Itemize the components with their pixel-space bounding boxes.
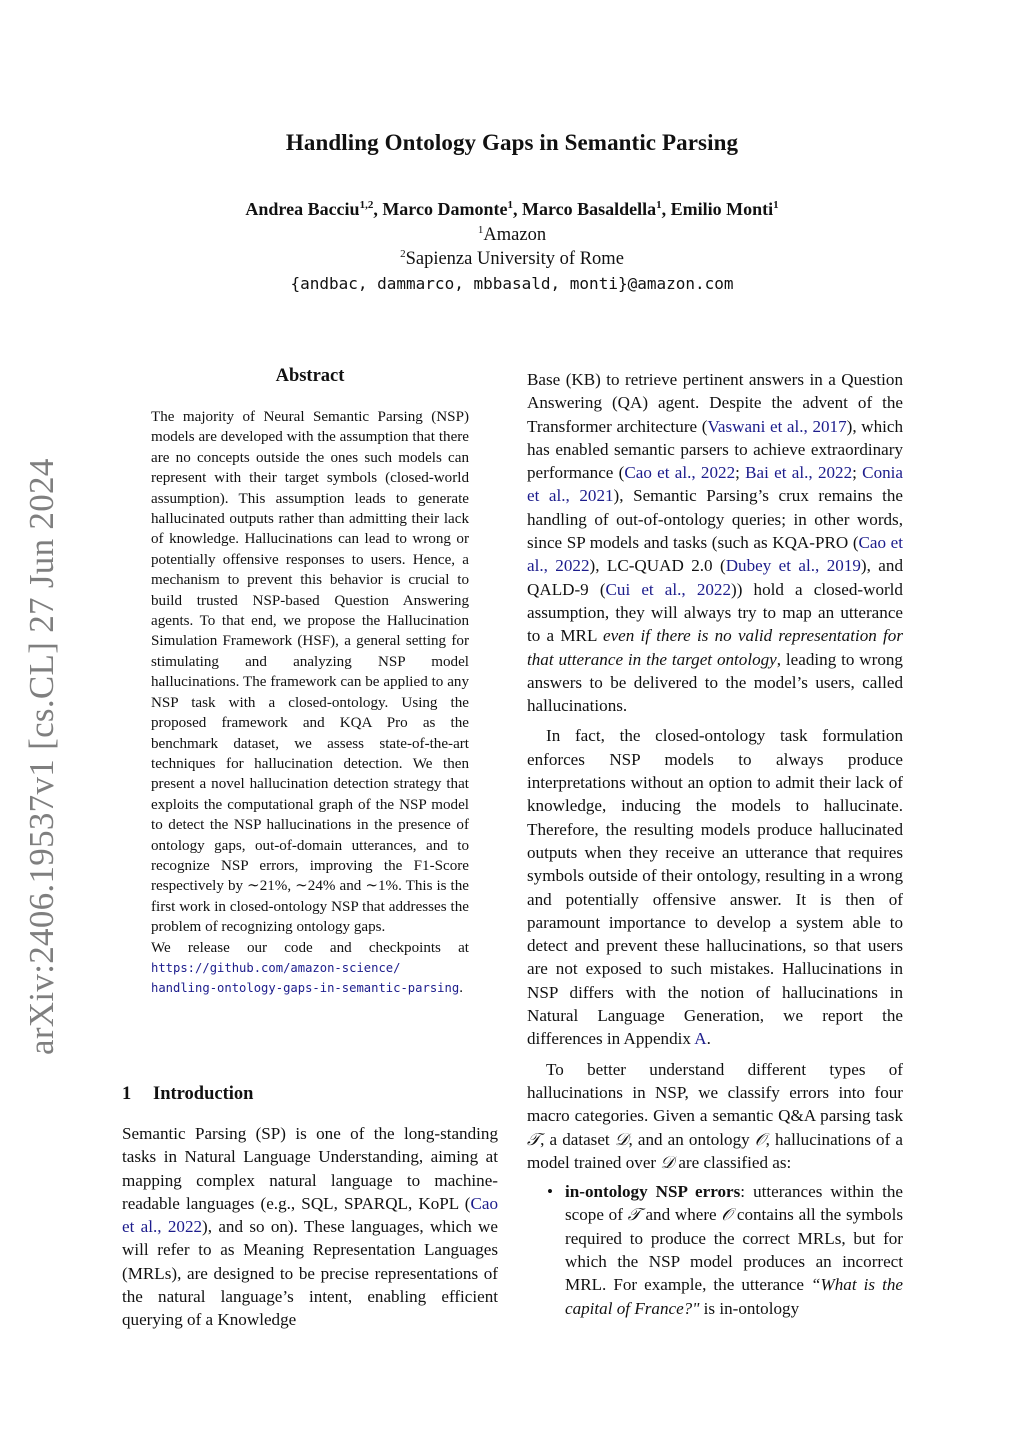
intro-paragraph: To better understand different types of hallucinations in NSP, we classify errors into four macro categories. Given a semantic Q&A parsing task 𝒯, a dataset 𝒟, and an ontology 𝒪, hallucinations of a model trained over 𝒟 are classified as: — [527, 1059, 903, 1172]
citation-link[interactable]: Cao et al., 2022 — [122, 1193, 498, 1237]
abstract-heading: Abstract — [275, 366, 345, 386]
section-title: Introduction — [153, 1084, 254, 1104]
citation-link[interactable]: Conia et al., 2021 — [527, 463, 904, 506]
citation-link[interactable]: Cao et al., 2022 — [527, 533, 903, 576]
code-url[interactable]: https://github.com/amazon-science/ handling-ontology-gaps-in-semantic-parsing — [151, 960, 460, 996]
author: Emilio Monti$^1$ — [670, 199, 779, 219]
author: Marco Damonte$^1$, — [382, 199, 522, 219]
intro-paragraph: In fact, the closed-ontology task formulation enforces NSP models to always produce interpretations without an option to admit their lack of knowledge, inducing the models to hallucinate. Therefore, the resulting models produce hallucinated outputs when they receive an utterance that requires symbols outside of their ontology, resulting in a wrong and potentially offensive answer. It is then of paramount importance to develop a system able to detect and prevent these hallucinations, so that users are not exposed to such mistakes. Hallucinations in NSP differs with the notion of hallucinations in Natural Language Generation, we report the differences in Appendix A. — [527, 726, 903, 1049]
bullet-icon: • — [547, 1182, 553, 1202]
author-list — [0, 199, 1024, 220]
abstract-body — [151, 407, 469, 999]
abstract-code-release: We release our code and checkpoints at https://github.com/amazon-science/ handling-ontology-gaps-in-semantic-parsing. — [151, 939, 469, 997]
citation-link[interactable]: Vaswani et al., 2017 — [707, 416, 847, 436]
author: Andrea Bacciu$^{1,2}$, — [245, 199, 383, 219]
intro-paragraph-left: Semantic Parsing (SP) is one of the long-standing tasks in Natural Language Understanding, aiming at mapping complex natural language to machine-readable languages (e.g., SQL, SPARQL, KoPL (Cao et al., 2022), and so on). These languages, which we will refer to as Meaning Representation Languages (MRLs), are designed to be precise representations of the natural language’s intent, enabling efficient querying of a Knowledge — [122, 1124, 498, 1330]
author: Marco Basaldella$^1$, — [521, 199, 671, 219]
citation-link[interactable]: Bai et al., 2022 — [745, 463, 853, 483]
paper-title: Handling Ontology Gaps in Semantic Parsing — [285, 130, 739, 155]
citation-link[interactable]: Cao et al., 2022 — [624, 463, 736, 483]
affiliation: $^2$Sapienza University of Rome — [400, 248, 624, 270]
appendix-link[interactable]: A — [694, 1029, 707, 1049]
author-emails: {andbac, dammarco, mbbasald, monti}@amazon.com — [290, 274, 734, 293]
citation-link[interactable]: Dubey et al., 2019 — [725, 556, 861, 576]
section-number: 1 — [122, 1084, 132, 1104]
citation-link[interactable]: Cui et al., 2022 — [605, 579, 732, 599]
intro-right-column — [527, 368, 903, 1320]
list-item: • in-ontology NSP errors: utterances within the scope of 𝒯 and where 𝒪 contains all the symbols required to produce the correct MRLs, but for which the NSP model produces an incorrect MRL. For example, the utterance “What is the capital of France?" is in-ontology — [547, 1182, 903, 1318]
arxiv-stamp: arXiv:2406.19537v1 [cs.CL] 27 Jun 2024 — [22, 458, 61, 1055]
abstract-paragraph: The majority of Neural Semantic Parsing (NSP) models are developed with the assumption that there are no concepts outside the ones such models can represent with their target symbols (closed-world assumption). This assumption leads to generate hallucinated outputs rather than admitting their lack of knowledge. Hallucinations can lead to wrong or potentially offensive responses to users. Hence, a mechanism to prevent this behavior is crucial to build trusted NSP-based Question Answering agents. To that end, we propose the Hallucination Simulation Framework (HSF), a general setting for stimulating and analyzing NSP model hallucinations. The framework can be applied to any NSP task with a closed-ontology. Using the proposed framework and KQA Pro as the benchmark dataset, we assess state-of-the-art techniques for hallucination detection. We then present a novel hallucination detection strategy that exploits the computational graph of the NSP model to detect the NSP hallucinations in the presence of ontology gaps, out-of-domain utterances, and to recognize NSP errors, improving the F1-Score respectively by ∼21%, ∼24% and ∼1%. This is the first work in closed-ontology NSP that addresses the problem of recognizing ontology gaps. — [151, 409, 469, 936]
intro-paragraph: Base (KB) to retrieve pertinent answers in a Question Answering (QA) agent. Despite the advent of the Transformer architecture (Vaswani et al., 2017), which has enabled semantic parsers to achieve extraordinary performance (Cao et al., 2022; Bai et al., 2022; Conia et al., 2021), Semantic Parsing’s crux remains the handling of out-of-ontology queries; in other words, since SP models and tasks (such as KQA-PRO (Cao et al., 2022), LC-QUAD 2.0 (Dubey et al., 2019), and QALD-9 (Cui et al., 2022)) hold a closed-world assumption, they will always try to map an utterance to a MRL even if there is no valid representation for that utterance in the target ontology, leading to wrong answers to be delivered to the model’s users, called hallucinations. — [527, 370, 904, 716]
section-heading — [122, 1084, 253, 1105]
affiliation: $^1$Amazon — [477, 224, 547, 246]
